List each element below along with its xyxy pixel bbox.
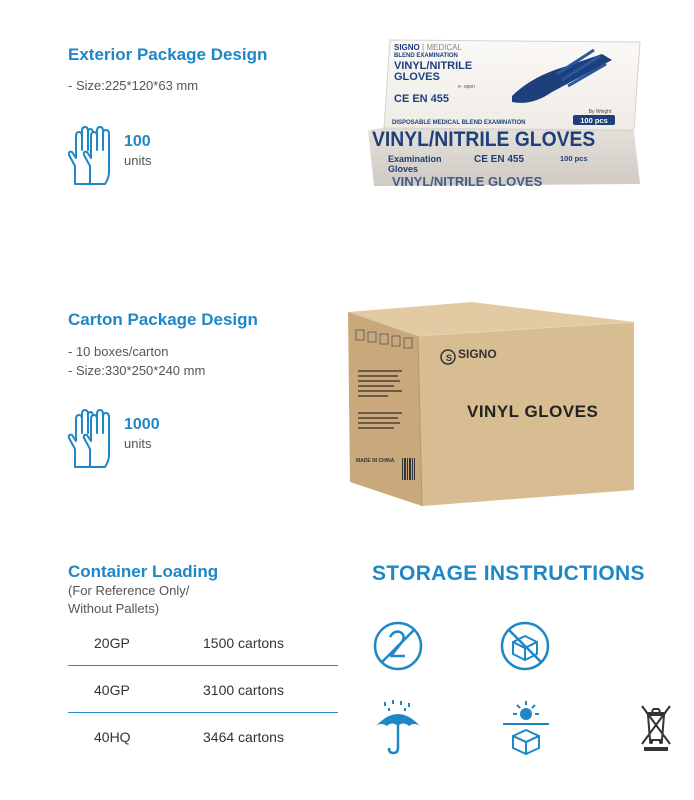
box-side-label bbox=[388, 154, 442, 174]
box-brand-block: SIGNO | MEDICAL bbox=[394, 43, 462, 52]
exterior-size: - Size:225*120*63 mm bbox=[68, 78, 199, 93]
box-side-b: Gloves bbox=[388, 164, 419, 174]
row-divider bbox=[68, 712, 338, 713]
container-type: 40GP bbox=[94, 682, 130, 698]
box-by-weight: By Weight bbox=[588, 109, 612, 115]
exterior-count-unit: units bbox=[124, 153, 152, 168]
carton-box-origin: MADE IN CHINA bbox=[356, 458, 395, 464]
row-divider bbox=[68, 665, 338, 666]
box-badge: 100 pcs bbox=[580, 116, 608, 125]
carton-count-value: 1000 bbox=[124, 416, 160, 433]
box-brand-sub: MEDICAL bbox=[426, 43, 462, 52]
box-front-title-a: VINYL/NITRILE bbox=[372, 128, 510, 151]
carton-box-image bbox=[344, 296, 644, 510]
table-row bbox=[68, 620, 338, 666]
do-not-stack-icon bbox=[499, 620, 551, 672]
box-line3: GLOVES bbox=[394, 71, 440, 83]
keep-dry-icon bbox=[372, 700, 424, 756]
box-line1: BLEND EXAMINATION bbox=[394, 53, 458, 59]
carton-count-unit: units bbox=[124, 436, 152, 451]
product-box-image bbox=[362, 36, 642, 196]
svg-text:S: S bbox=[446, 353, 453, 363]
carton-box-label: VINYL GLOVES bbox=[467, 402, 599, 421]
container-subtitle-line: Without Pallets) bbox=[68, 601, 160, 616]
container-qty: 1500 cartons bbox=[203, 635, 284, 651]
exterior-count-value: 100 bbox=[124, 133, 151, 150]
box-front-title bbox=[372, 129, 595, 151]
do-not-dispose-icon bbox=[640, 704, 672, 752]
box-line2: VINYL/NITRILE bbox=[394, 60, 473, 72]
keep-away-from-sunlight-icon bbox=[499, 700, 553, 756]
box-side-pcs: 100 pcs bbox=[560, 154, 588, 163]
do-not-reuse-icon bbox=[372, 620, 424, 672]
container-title: Container Loading bbox=[68, 562, 219, 581]
container-subtitle-line: (For Reference Only/ bbox=[68, 583, 190, 598]
box-easy-open: e- open bbox=[458, 84, 475, 90]
carton-title: Carton Package Design bbox=[68, 310, 258, 329]
gloves-icon bbox=[66, 126, 114, 188]
box-brand: SIGNO bbox=[394, 43, 420, 52]
gloves-icon bbox=[66, 409, 114, 471]
box-bottom-text: VINYL/NITRILE GLOVES bbox=[392, 174, 543, 189]
container-type: 40HQ bbox=[94, 729, 131, 745]
storage-title: STORAGE INSTRUCTIONS bbox=[372, 562, 645, 585]
carton-size: - Size:330*250*240 mm bbox=[68, 363, 206, 378]
container-qty: 3464 cartons bbox=[203, 729, 284, 745]
table-row bbox=[68, 714, 338, 760]
carton-boxes-per-carton: - 10 boxes/carton bbox=[68, 344, 169, 359]
container-type: 20GP bbox=[94, 635, 130, 651]
box-side-ce: CE EN 455 bbox=[474, 154, 525, 165]
table-row bbox=[68, 667, 338, 713]
box-ce: CE EN 455 bbox=[394, 93, 450, 105]
box-side-a: Examination bbox=[388, 154, 442, 164]
box-front-small: DISPOSABLE MEDICAL BLEND EXAMINATION bbox=[392, 120, 526, 126]
box-front-title-b: GLOVES bbox=[514, 128, 596, 151]
container-qty: 3100 cartons bbox=[203, 682, 284, 698]
container-subtitle bbox=[68, 582, 189, 618]
carton-box-brand: SIGNO bbox=[458, 347, 497, 361]
exterior-title: Exterior Package Design bbox=[68, 45, 268, 64]
